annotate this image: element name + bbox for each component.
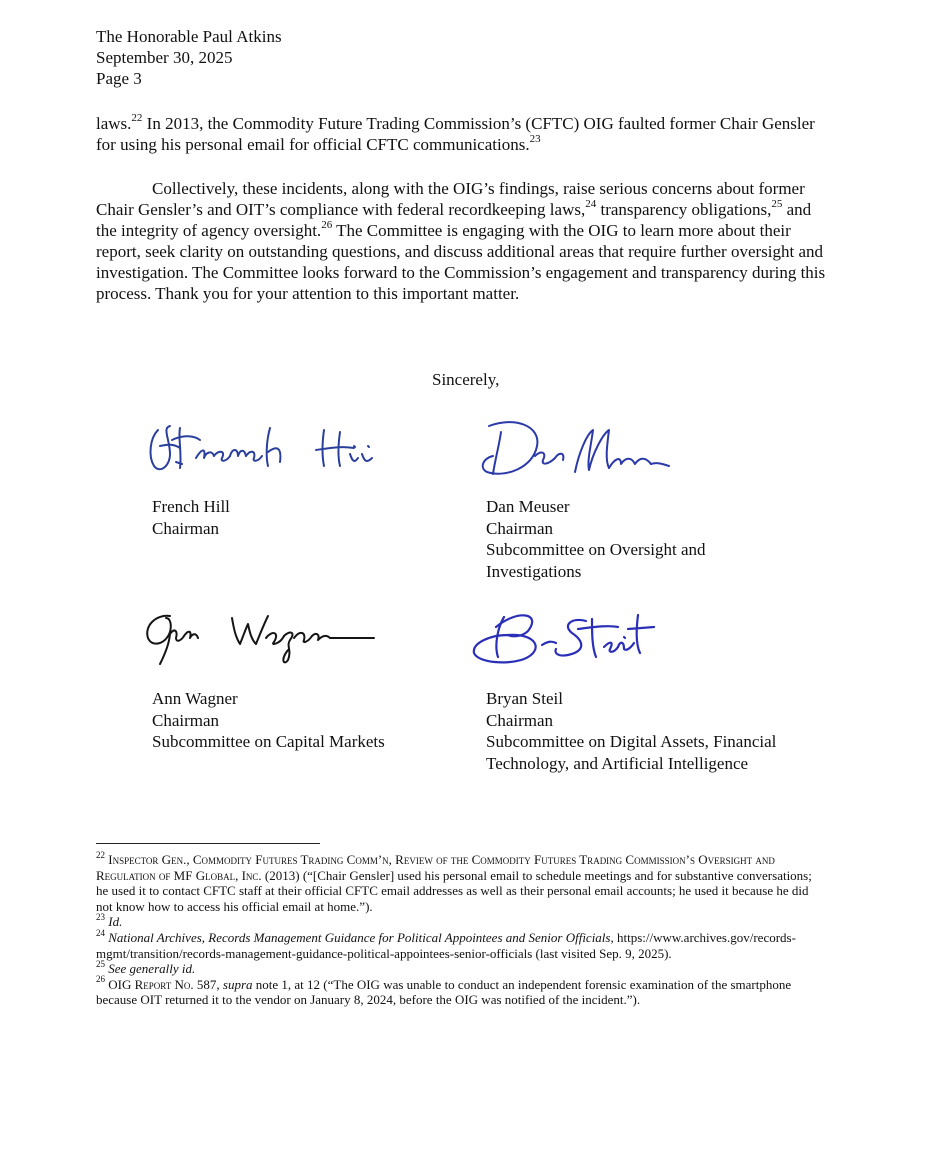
paragraph-2-text-a: Collectively, these incidents, along with the OIG’s findings, raise serious concerns about former Chair Gensler’s and OIT’s compliance with federal recordkeeping laws, [96,179,805,219]
signatory-name: Dan Meuser [486,497,570,516]
footnote-ref-26[interactable]: 26 [321,219,333,232]
footnotes [96,849,826,1008]
signatory-title: Chairman [486,518,554,538]
signatory-title: Chairman [486,710,554,730]
footnote-link-text[interactable]: , https://www.archives.gov/records-mgmt/transition/records-management-guidance-political-appointees-senior-officials (last visited Sep. 9, 2025). [96,929,796,961]
footnote-number: 25 [96,958,105,969]
footnote-text-italic: supra [222,976,253,992]
footnote-number: 22 [96,849,105,860]
footnote-24 [96,927,826,961]
paragraph-2-text-b: transparency obligations, [596,200,772,219]
paragraph-1 [96,113,836,155]
signatory-ann-wagner [152,688,385,753]
footnote-ref-23[interactable]: 23 [529,133,541,146]
page-number: Page 3 [96,69,142,88]
paragraph-1-text-a: laws. [96,114,132,133]
footnote-text: (2013) (“[Chair Gensler] used his personal email to schedule meetings and for substantive conversations; he used it to contact CFTC staff at their official CFTC email addresses as well as their personal email accounts; he used it because he did not know how to access his official email at home.”). [96,867,812,914]
footnote-23 [96,914,826,930]
signatory-bryan-steil [486,688,776,774]
footnote-citation: OIG Report No. [108,976,194,992]
signatory-subcommittee: Subcommittee on Capital Markets [152,732,385,751]
paragraph-2 [96,178,836,304]
footnote-text: 587, [193,976,223,992]
paragraph-1-text-b: In 2013, the Commodity Future Trading Commission’s (CFTC) OIG faulted former Chair Gensler for using his personal email for official CFTC communications. [96,114,815,154]
signature-bryan-steil [468,605,678,675]
signatory-name: French Hill [152,497,230,516]
footnote-divider [96,843,320,844]
footnote-25 [96,958,826,977]
signatory-subcommittee: Subcommittee on Oversight and [486,540,706,559]
signatory-title: Chairman [152,518,220,538]
footnote-text: note 1, at 12 (“The OIG was unable to conduct an independent forensic examination of the smartphone because OIT returned it to the vendor on January 8, 2024, before the OIG was notified of the incident.”). [96,976,792,1008]
signatory-subcommittee-cont: Technology, and Artificial Intelligence [486,753,749,773]
signatory-subcommittee-cont: Investigations [486,561,582,581]
signatory-title: Chairman [152,710,220,730]
signatory-dan-meuser [486,496,706,582]
footnote-ref-25[interactable]: 25 [771,198,783,211]
footnote-text: Id. [108,914,123,930]
signatory-name: Ann Wagner [152,689,238,708]
footnote-citation: Inspector Gen., Commodity Futures Trading Comm’n, Review of the Commodity Futures Trading Commission’s Oversight and Regulation of MF Global, Inc. [96,852,775,883]
letter-header [96,26,282,89]
paragraph-2-text-d: The Committee is engaging with the OIG to learn more about their report, seek clarity on outstanding questions, and discuss additional areas that require further oversight and investigation. The Committee looks forward to the Commission’s engagement and transparency during this process. Thank you for your attention to this important matter. [96,221,826,303]
signature-ann-wagner [140,604,380,669]
footnote-citation: National Archives, Records Management Guidance for Political Appointees and Senior Officials [108,929,611,945]
footnote-22 [96,849,826,914]
footnote-text: See generally id. [108,961,196,977]
closing: Sincerely, [432,370,500,389]
signatory-subcommittee: Subcommittee on Digital Assets, Financial [486,732,777,751]
letter-date: September 30, 2025 [96,48,233,67]
signature-french-hill [140,418,390,478]
signatory-french-hill [152,496,230,539]
paragraph-2-text-c: and the integrity of agency oversight. [96,200,812,240]
footnote-ref-22[interactable]: 22 [131,112,143,125]
footnote-number: 24 [96,927,105,938]
footnote-ref-24[interactable]: 24 [585,198,597,211]
footnote-number: 23 [96,912,105,923]
footnote-number: 26 [96,974,105,985]
footnote-26 [96,974,826,1008]
signature-dan-meuser [475,412,685,487]
signatory-name: Bryan Steil [486,689,563,708]
addressee: The Honorable Paul Atkins [96,27,282,46]
